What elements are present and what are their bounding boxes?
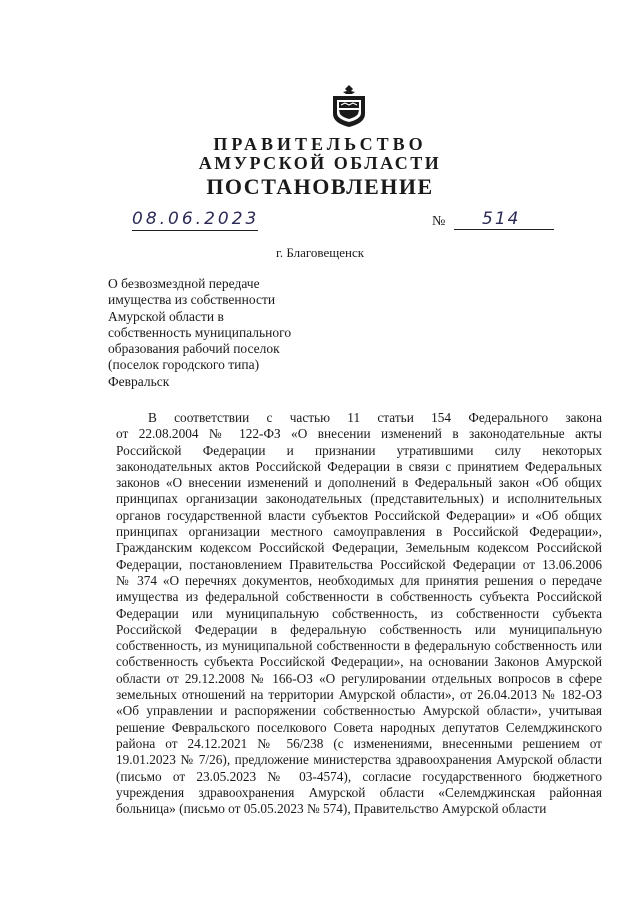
subject-line: Февральск (108, 373, 170, 389)
body-line: Гражданским кодексом Российской Федерации, Земельным кодексом Российской (116, 540, 602, 556)
body-line: собственность, из муниципальной собственности в федеральную собственность или (116, 638, 602, 654)
subject-line: О безвозмездной передаче (108, 276, 260, 291)
body-line: решение Февральского поселкового Совета народных депутатов Селемджинского (116, 719, 602, 735)
document-body (116, 410, 602, 817)
coat-of-arms-icon (330, 84, 368, 128)
body-line: имущества из федеральной собственности в собственность субъекта Российской (116, 589, 602, 605)
subject-line: собственность муниципального (108, 324, 292, 340)
document-type-title: ПОСТАНОВЛЕНИЕ (206, 174, 434, 199)
body-line: Российской Федерации и признании утратившими силу некоторых (116, 442, 602, 458)
body-line: «Об управлении и распоряжении собственностью Амурской области», учитывая (116, 703, 602, 719)
document-number: 514 (454, 208, 554, 230)
body-line: собственность субъекта Российской Федерации», на основании Законов Амурской (116, 654, 602, 670)
body-line: района от 24.12.2021 № 56/238 (с изменениями, внесенными решением от (116, 735, 602, 751)
document-date: 08.06.2023 (132, 209, 260, 229)
body-line: земельных отношений на территории Амурской области», от 26.04.2013 № 182-ОЗ (116, 687, 602, 703)
body-line: (письмо от 23.05.2023 № 03-4574), согласие государственного бюджетного (116, 768, 602, 784)
body-line: принципах организации законодательных (представительных) и исполнительных (116, 491, 602, 507)
body-line: от 22.08.2004 № 122-ФЗ «О внесении изменений в законодательные акты (116, 426, 602, 442)
document-subject (108, 276, 318, 390)
body-line: Федерации, постановлением Правительства Российской Федерации от 13.06.2006 (116, 556, 602, 572)
subject-line: Амурской области в (108, 308, 224, 324)
number-sign: № (432, 214, 446, 229)
issue-city: г. Благовещенск (275, 245, 365, 260)
body-line: законодательных актов Российской Федерации в связи с принятием Федеральных (116, 458, 602, 474)
body-line: учреждения здравоохранения Амурской области «Селемджинская районная (116, 784, 602, 800)
body-line: Федерации или муниципальную собственность, из собственности субъекта (116, 605, 602, 621)
header-region: АМУРСКОЙ ОБЛАСТИ (198, 153, 442, 173)
body-line: Российской Федерации в федеральную собственность или муниципальную (116, 621, 602, 637)
body-line: законов «О внесении изменений и дополнений в Федеральный закон «Об общих (116, 475, 602, 491)
subject-line: имущества из собственности (108, 292, 276, 308)
body-line: № 374 «О перечнях документов, необходимых для принятия решения о передаче (116, 572, 602, 588)
subject-line: (поселок городского типа) (108, 357, 260, 373)
body-line: органов государственной власти субъектов Российской Федерации» и «Об общих (116, 507, 602, 523)
body-line: принципах организации местного самоуправления в Российской Федерации», (116, 524, 602, 540)
subject-line: образования рабочий поселок (108, 341, 280, 357)
body-line: 19.01.2023 № 7/26), предложение министерства здравоохранения Амурской области (116, 752, 602, 768)
body-line: В соответствии с частью 11 статьи 154 Федерального закона (148, 410, 602, 425)
body-line: области от 29.12.2008 № 166-ОЗ «О регулировании отдельных вопросов в сфере (116, 670, 602, 686)
header-government: ПРАВИТЕЛЬСТВО (213, 134, 427, 154)
body-line: больница» (письмо от 05.05.2023 № 574), Правительство Амурской области (116, 801, 547, 817)
